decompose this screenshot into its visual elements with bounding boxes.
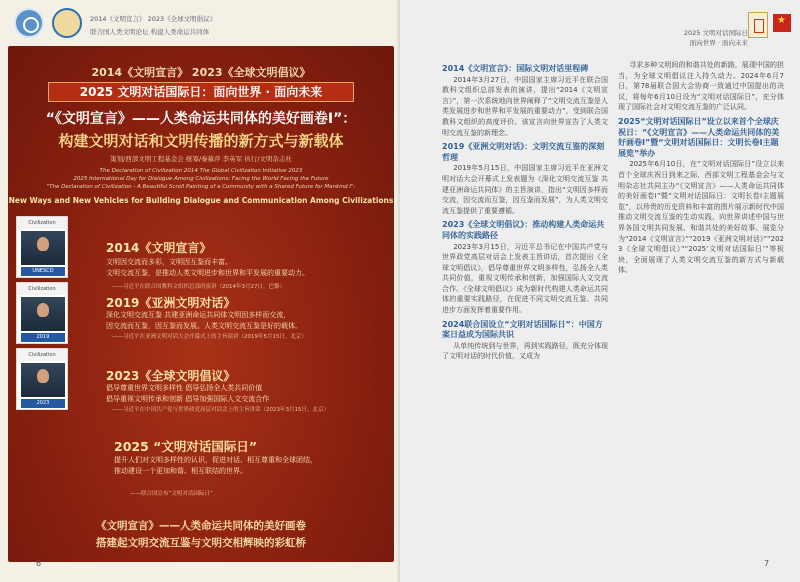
- section-line: 倡导尊重世界文明多样性 倡导弘扬全人类共同价值: [106, 384, 263, 392]
- section-source: ——习近平在中国共产党与世界政党高层对话会上的主旨讲话（2023年3月15日，北京）: [112, 407, 329, 413]
- section-heading: 2019《亚洲文明对话》：文明交流互鉴的深刻哲理: [442, 142, 605, 162]
- body-paragraph: 2014年3月27日，中国国家主席习近平在联合国教科文组织总部发表的演讲，提出“2014《文明宣言》”，第一次系统地向世界阐释了“文明交流互鉴是人类发展进步和世界和平发展的重要动力”，受到联合国教科文组织的高度评价。该宣言向世界宣告了人类文明交流互鉴的新理念。: [442, 75, 608, 137]
- portrait-image: [21, 231, 65, 265]
- banner-subtitle: 2025 文明对话国际日：面向世界 · 面向未来: [48, 82, 354, 102]
- cover-label: UNESCO: [21, 267, 65, 276]
- magazine-cover-1: [16, 216, 68, 278]
- section-title: 2019《亚洲文明对话》: [106, 296, 236, 310]
- header-line-1: 2014《文明宣言》 2023《全球文明倡议》: [90, 15, 217, 23]
- english-line-2: 2025 International Day for Dialogue Among Civilizations: Facing the World Facing the Future: [73, 176, 329, 182]
- cover-label: 2023: [21, 399, 65, 408]
- header-line-2: 联合国人类文明论坛 构建人类命运共同体: [90, 28, 210, 36]
- byline: 策划/西部文明工程基金会 统筹/秦慕萍 李英军 执行/文明杂志社: [110, 155, 292, 163]
- seal-logo-icon: [748, 12, 768, 38]
- section-heading: 2023《全球文明倡议》：推动构建人类命运共同体的实践路径: [442, 220, 605, 240]
- section-line: 文明交流互鉴，是推动人类文明进步和世界和平发展的重要动力。: [106, 269, 309, 277]
- flag-icon: [773, 14, 791, 32]
- magazine-cover-2: [16, 282, 68, 344]
- body-paragraph: 2025年6月10日，在“文明对话国际日”设立以来首个全球庆祝日到来之际，西部文明工程基金会与文明杂志社共同主办“《文明宣言》——人类命运共同体的美好画卷Ⅰ”暨“文明对话国际日：文明长卷Ⅰ主题展览”，以珍贵的历史资料和丰富的图片展示新时代中国推动文明交流互鉴的生动实践，向世界讲述中国与世界各国文明共同发展、和谐共处的美好故事。展览分为“2014《文明宣言》”“2019《亚洲文明对话》”“2023《全球文明倡议》”“2025‘文明对话国际日’”等板块，全面展现了人类文明交流互鉴的新方式与新载体。: [618, 160, 784, 275]
- magazine-cover-3: [16, 348, 68, 410]
- section-line: 推动建设一个更加和谐、相互联结的世界。: [114, 467, 247, 475]
- section-source: ——习近平在联合国教科文组织总部的演讲（2014年3月27日，巴黎）: [112, 284, 285, 290]
- cover-title: Civilization: [17, 217, 67, 229]
- section-line: 提升人们对文明多样性的认识，促进对话、相互尊重和全球团结，: [114, 456, 317, 464]
- english-line-3: "The Declaration of Civilization - A Beautiful Scroll Painting of a Community with a Shared Future for Mankind I":: [46, 184, 356, 190]
- section-heading: 2025“文明对话国际日”设立以来首个全球庆祝日：“《文明宣言》——人类命运共同体的美好画卷Ⅰ”暨“文明对话国际日：文明长卷Ⅰ主题展览”举办: [618, 116, 780, 158]
- text-column-2: [618, 60, 784, 276]
- header-line-2: 面向世界 · 面向未来: [689, 39, 748, 47]
- section-line: 文明因交流而多彩，文明因互鉴而丰富。: [106, 258, 232, 266]
- section-title: 2014《文明宣言》: [106, 241, 212, 255]
- english-title: New Ways and New Vehicles for Building Dialogue and Communication Among Civilizations: [8, 196, 394, 205]
- section-title: 2023《全球文明倡议》: [106, 369, 236, 383]
- section-line: 深化文明交流互鉴 共建亚洲命运共同体文明因多样而交流，: [106, 311, 291, 319]
- text-column-1: [442, 60, 608, 362]
- section-line: 倡导重视文明传承和创新 倡导加强国际人文交流合作: [106, 395, 270, 403]
- section-heading: 2024联合国设立“文明对话国际日”：中国方案日益成为国际共识: [442, 319, 603, 340]
- closing-line-1: 《文明宣言》——人类命运共同体的美好画卷: [96, 520, 306, 532]
- section-title: 2025 “文明对话国际日”: [114, 439, 258, 454]
- portrait-image: [21, 363, 65, 397]
- english-line-1: The Declaration of Civilization 2014 The Global Civilization Initiative 2023: [99, 168, 303, 174]
- section-source: ——习近平在亚洲文明对话大会开幕式上的主旨演讲（2019年5月15日，北京）: [112, 334, 307, 340]
- headline: “《文明宣言》——人类命运共同体的美好画卷Ⅰ”：: [45, 111, 357, 127]
- right-page: [400, 0, 800, 582]
- body-paragraph: 从单纯传统到与世界，再到实践路径，既充分体现了文明对话的时代价值，又成为: [442, 341, 608, 361]
- cover-title: Civilization: [17, 349, 67, 361]
- right-header: [684, 28, 748, 48]
- feature-panel: [8, 46, 394, 562]
- portrait-image: [21, 297, 65, 331]
- body-paragraph: 寻求多种文明间的和谐共处的新路，展现中国的担当，为全球文明倡议注入持久动力。2024年6月7日，第78届联合国大会协商一致通过中国提出的决议，将每年6月10日设为“文明对话国际日”，充分体现了国际社会对文明交流互鉴的广泛认同。: [618, 61, 784, 112]
- section-heading: 2014《文明宣言》：国际文明对话里程碑: [442, 64, 589, 73]
- banner-top: 2014《文明宣言》 2023《全球文明倡议》: [91, 66, 311, 79]
- cover-title: Civilization: [17, 283, 67, 295]
- left-header: [0, 0, 400, 46]
- header-line-1: 2025 文明对话国际日: [683, 29, 748, 37]
- section-line: 因交流而互鉴，因互鉴而发展。人类文明交流互鉴是好的载体。: [106, 322, 302, 330]
- closing-line-2: 搭建起文明交流互鉴与文明交相辉映的彩虹桥: [96, 537, 306, 549]
- body-paragraph: 2023年3月15日，习近平总书记在中国共产党与世界政党高层对话会上发表主旨讲话，首次提出《全球文明倡议》，倡导尊重世界文明多样性，弘扬全人类共同价值，重视文明传承和创新，加强国际人文交流合作。《全球文明倡议》成为新时代构建人类命运共同体的重要实践路径，在促进不同文明交流互鉴、共同进步方面发挥着重要作用。: [442, 242, 608, 315]
- page-number: 7: [764, 559, 770, 568]
- subheadline: 构建文明对话和文明传播的新方式与新载体: [58, 132, 344, 150]
- section-source: ——联合国宣布“文明对话国际日”: [130, 491, 213, 497]
- un-emblem-icon: [14, 8, 44, 38]
- page-number: 6: [36, 559, 42, 568]
- cover-label: 2019: [21, 333, 65, 342]
- forum-logo-icon: [52, 8, 82, 38]
- body-paragraph: 2019年5月15日，中国国家主席习近平在亚洲文明对话大会开幕式上发表题为《深化文明交流互鉴 共建亚洲命运共同体》的主旨演讲，指出“文明因多样而交流，因交流而互鉴，因互鉴而发展”，为人类文明交流互鉴提供了重要遵循。: [442, 164, 608, 215]
